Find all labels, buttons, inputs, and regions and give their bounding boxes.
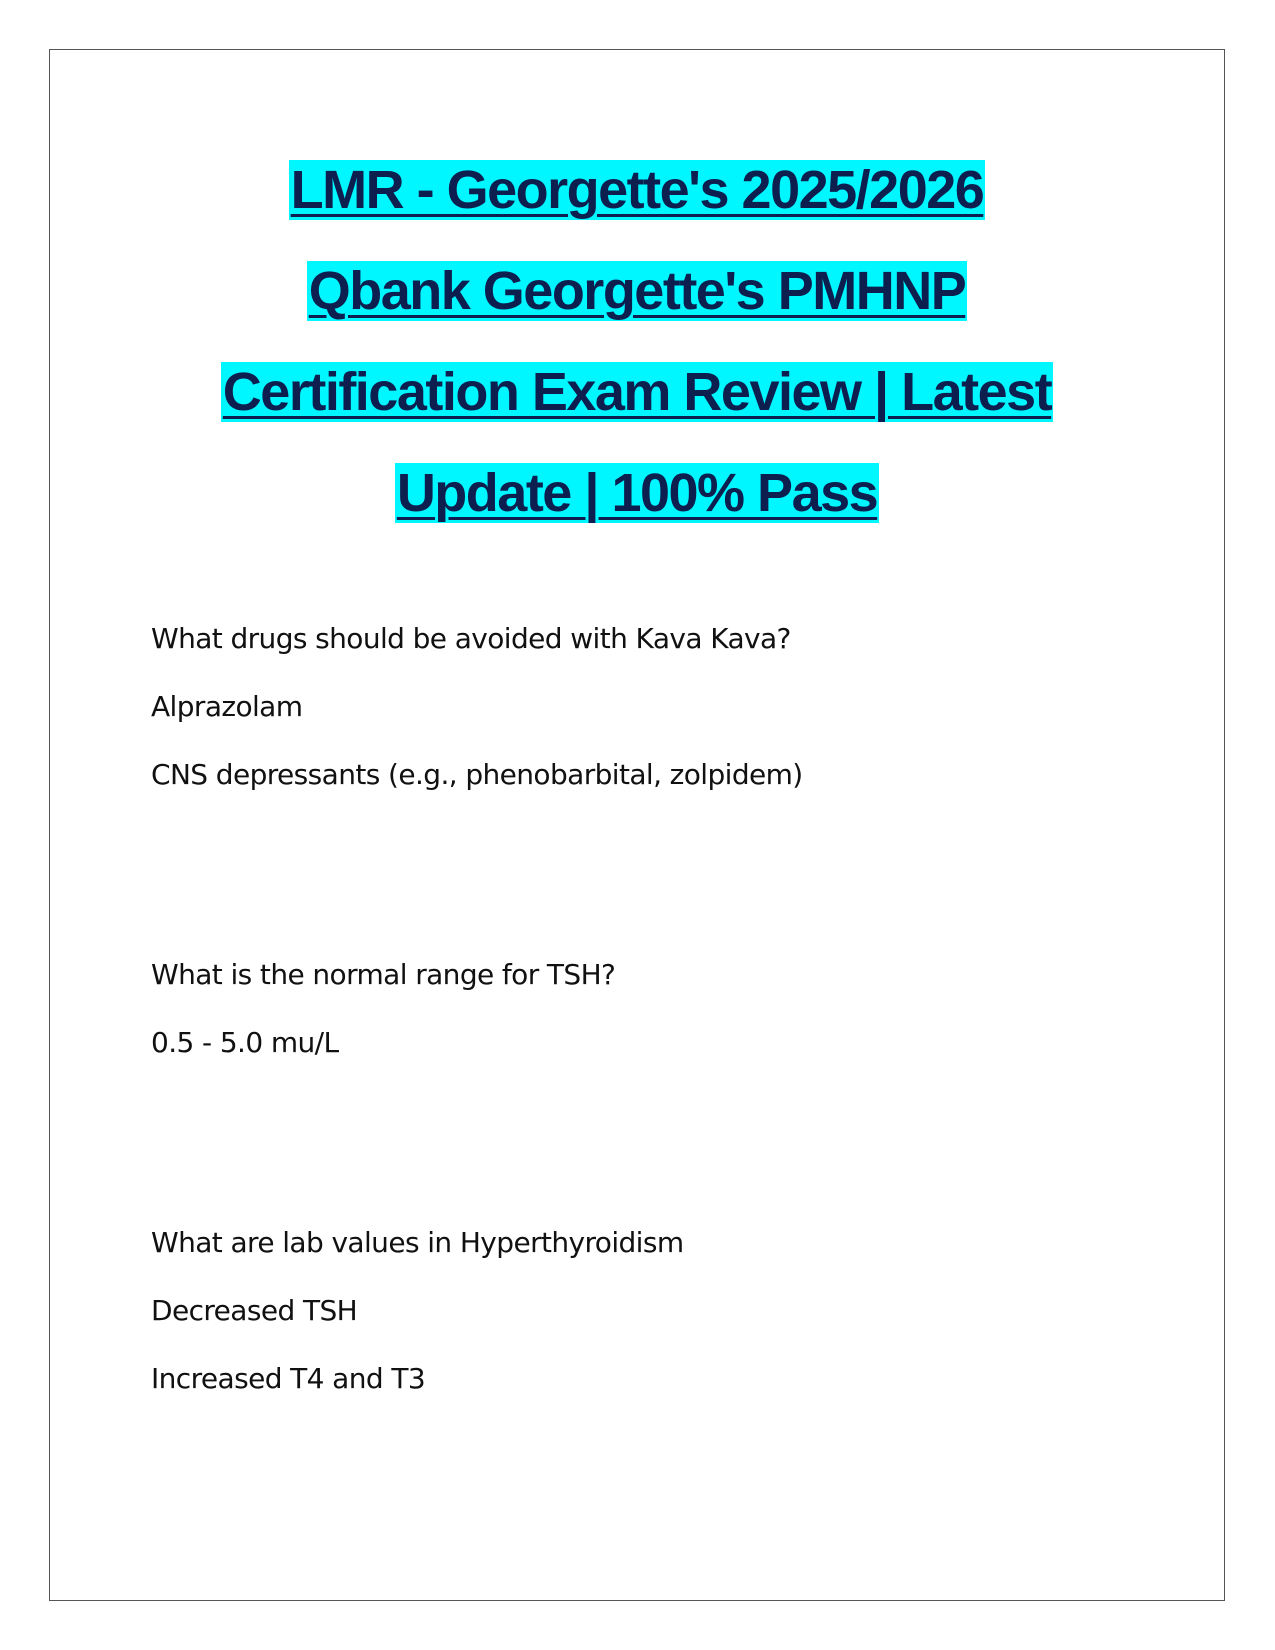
answer-text: Alprazolam [151,690,303,723]
title-line-3 [49,342,1225,443]
title-line-3-text: Certification Exam Review | Latest [222,362,1052,422]
qa-item-tsh-range [151,941,615,1077]
title-line-2 [49,241,1225,342]
title-line-4-text: Update | 100% Pass [396,463,878,523]
answer-text: Increased T4 and T3 [151,1362,426,1395]
title-line-1-text: LMR - Georgette's 2025/2026 [290,160,984,220]
document-title [49,140,1225,544]
title-line-1 [49,140,1225,241]
qa-item-hyperthyroidism [151,1209,684,1413]
qa-item-kava [151,605,803,809]
answer-text: 0.5 - 5.0 mu/L [151,1026,339,1059]
answer-text: Decreased TSH [151,1294,358,1327]
title-line-2-text: Qbank Georgette's PMHNP [308,261,966,321]
answer-text: CNS depressants (e.g., phenobarbital, zolpidem) [151,758,803,791]
question-text: What are lab values in Hyperthyroidism [151,1226,684,1259]
question-text: What is the normal range for TSH? [151,958,616,991]
title-line-4 [49,443,1225,544]
question-text: What drugs should be avoided with Kava Kava? [151,622,791,655]
